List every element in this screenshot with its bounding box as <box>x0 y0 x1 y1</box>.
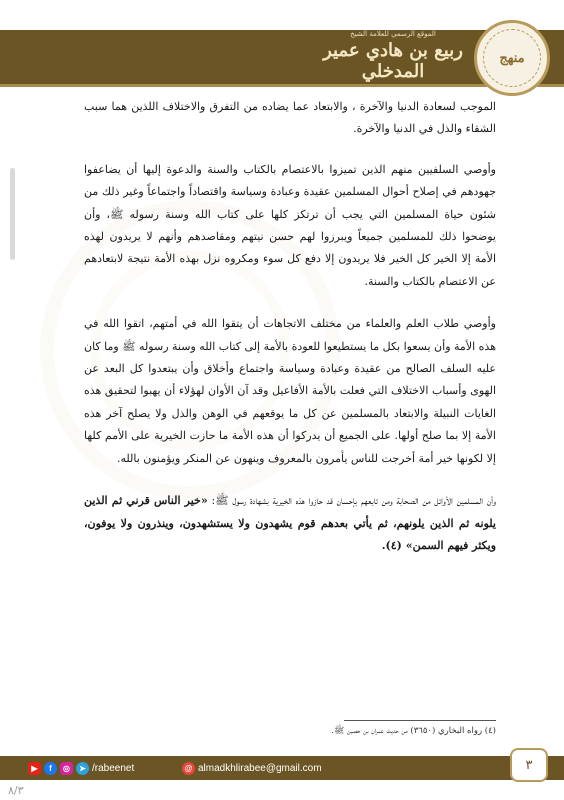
body-text <box>84 96 496 557</box>
site-label: الموقع الرسمي للعلامة الشيخ <box>350 30 436 38</box>
youtube-icon[interactable]: ▶ <box>28 762 41 775</box>
site-name: ربيع بن هادي عمير المدخلي <box>323 40 463 82</box>
social-handle[interactable]: /rabeenet <box>92 762 135 774</box>
paragraph-4-intro: وأن المسلمين الأوائل من الصحابة ومن تابعهم بإحسان قد حازوا هذه الخيرية بشهادة رسول ﷺ: <box>207 494 496 508</box>
logo-emblem: منهج <box>483 29 541 87</box>
hadith-quote: «خير الناس قرني ثم الذين يلونه ثم الذين يلونهم، ثم يأتي بعدهم قوم يشهدون ولا يستشهدون، وينذرون ولا يوفون، ويكثر فيهم السمن» (٤). <box>84 494 496 552</box>
paragraph-2: وأوصي السلفيين منهم الذين تميزوا بالاعتصام بالكتاب والسنة والدعوة إليها أن يضاعفوا جهودهم في إصلاح أحوال المسلمين عقيدة وعبادة وسياسة واقتصاداً واجتماعاً وغير ذلك من شئون حياة المسلمين التي يجب أن ترتكز كلها على كتاب الله وسنة رسوله ﷺ، وأن يوضحوا ذلك للمسلمين جميعاً ويبرزوا لهم حسن نيتهم ومقاصدهم وأنهم لا يريدون لهذه الأمة إلا الخير كل الخير فلا يريدون إلا دفع كل سوء ومكروه نزل بهذه الأمة نتيجة لابتعادهم عن الاعتصام بالكتاب والسنة. <box>84 162 496 288</box>
email-address: almadkhlirabee@gmail.com <box>198 762 322 774</box>
site-title <box>318 28 468 80</box>
paragraph-1: الموجب لسعادة الدنيا والآخرة ، والابتعاد عما يضاده من التفرق والاختلاف اللذين هما سبب الشقاء والذل في الدنيا والآخرة. <box>84 100 496 136</box>
footnote: (٤) رواه البخاري (٣٦٥٠) من حديث عمران بن حصين ﷺ. <box>331 726 496 736</box>
facebook-icon[interactable]: f <box>44 762 57 775</box>
header-stripe <box>0 84 564 87</box>
footnote-divider <box>344 720 496 721</box>
email-link[interactable] <box>182 760 322 776</box>
email-icon: @ <box>182 762 195 775</box>
telegram-icon[interactable]: ➤ <box>76 762 89 775</box>
instagram-icon[interactable]: ◎ <box>60 762 73 775</box>
page-counter: ٨/٣ <box>8 784 24 797</box>
paragraph-3: وأوصي طلاب العلم والعلماء من مختلف الاتجاهات أن يتقوا الله في أمتهم، اتقوا الله في هذه الأمة وأن يسعوا بكل ما يستطيعوا للعودة بالأمة إلى كتاب الله وسنة رسوله ﷺ وما كان عليه السلف الصالح من عقيدة وعبادة وسياسة واجتماع وأخلاق وأن يبتعدوا كل البعد عن الهوى وأسباب الاختلاف التي فعلت بالأمة الأفاعيل وقد آن الأوان لهؤلاء أن يهبوا لتحقيق هذه الغايات النبيلة والابتعاد بالمسلمين عن كل ما يوقعهم في الوهن والذل ولا يصلح آخر هذه الأمة إلا بما صلح أولها. على الجميع أن يدركوا أن هذه الأمة ما حازت الخيرية على الأمم كلها إلا لكونها خير أمة أخرجت للناس يأمرون بالمعروف وينهون عن المنكر ويؤمنون بالله. <box>84 317 496 465</box>
paragraph-4 <box>84 490 496 557</box>
page-number: ٣ <box>510 748 548 782</box>
site-logo <box>474 20 550 96</box>
scrollbar-thumb[interactable] <box>10 168 15 260</box>
social-links <box>28 760 134 776</box>
